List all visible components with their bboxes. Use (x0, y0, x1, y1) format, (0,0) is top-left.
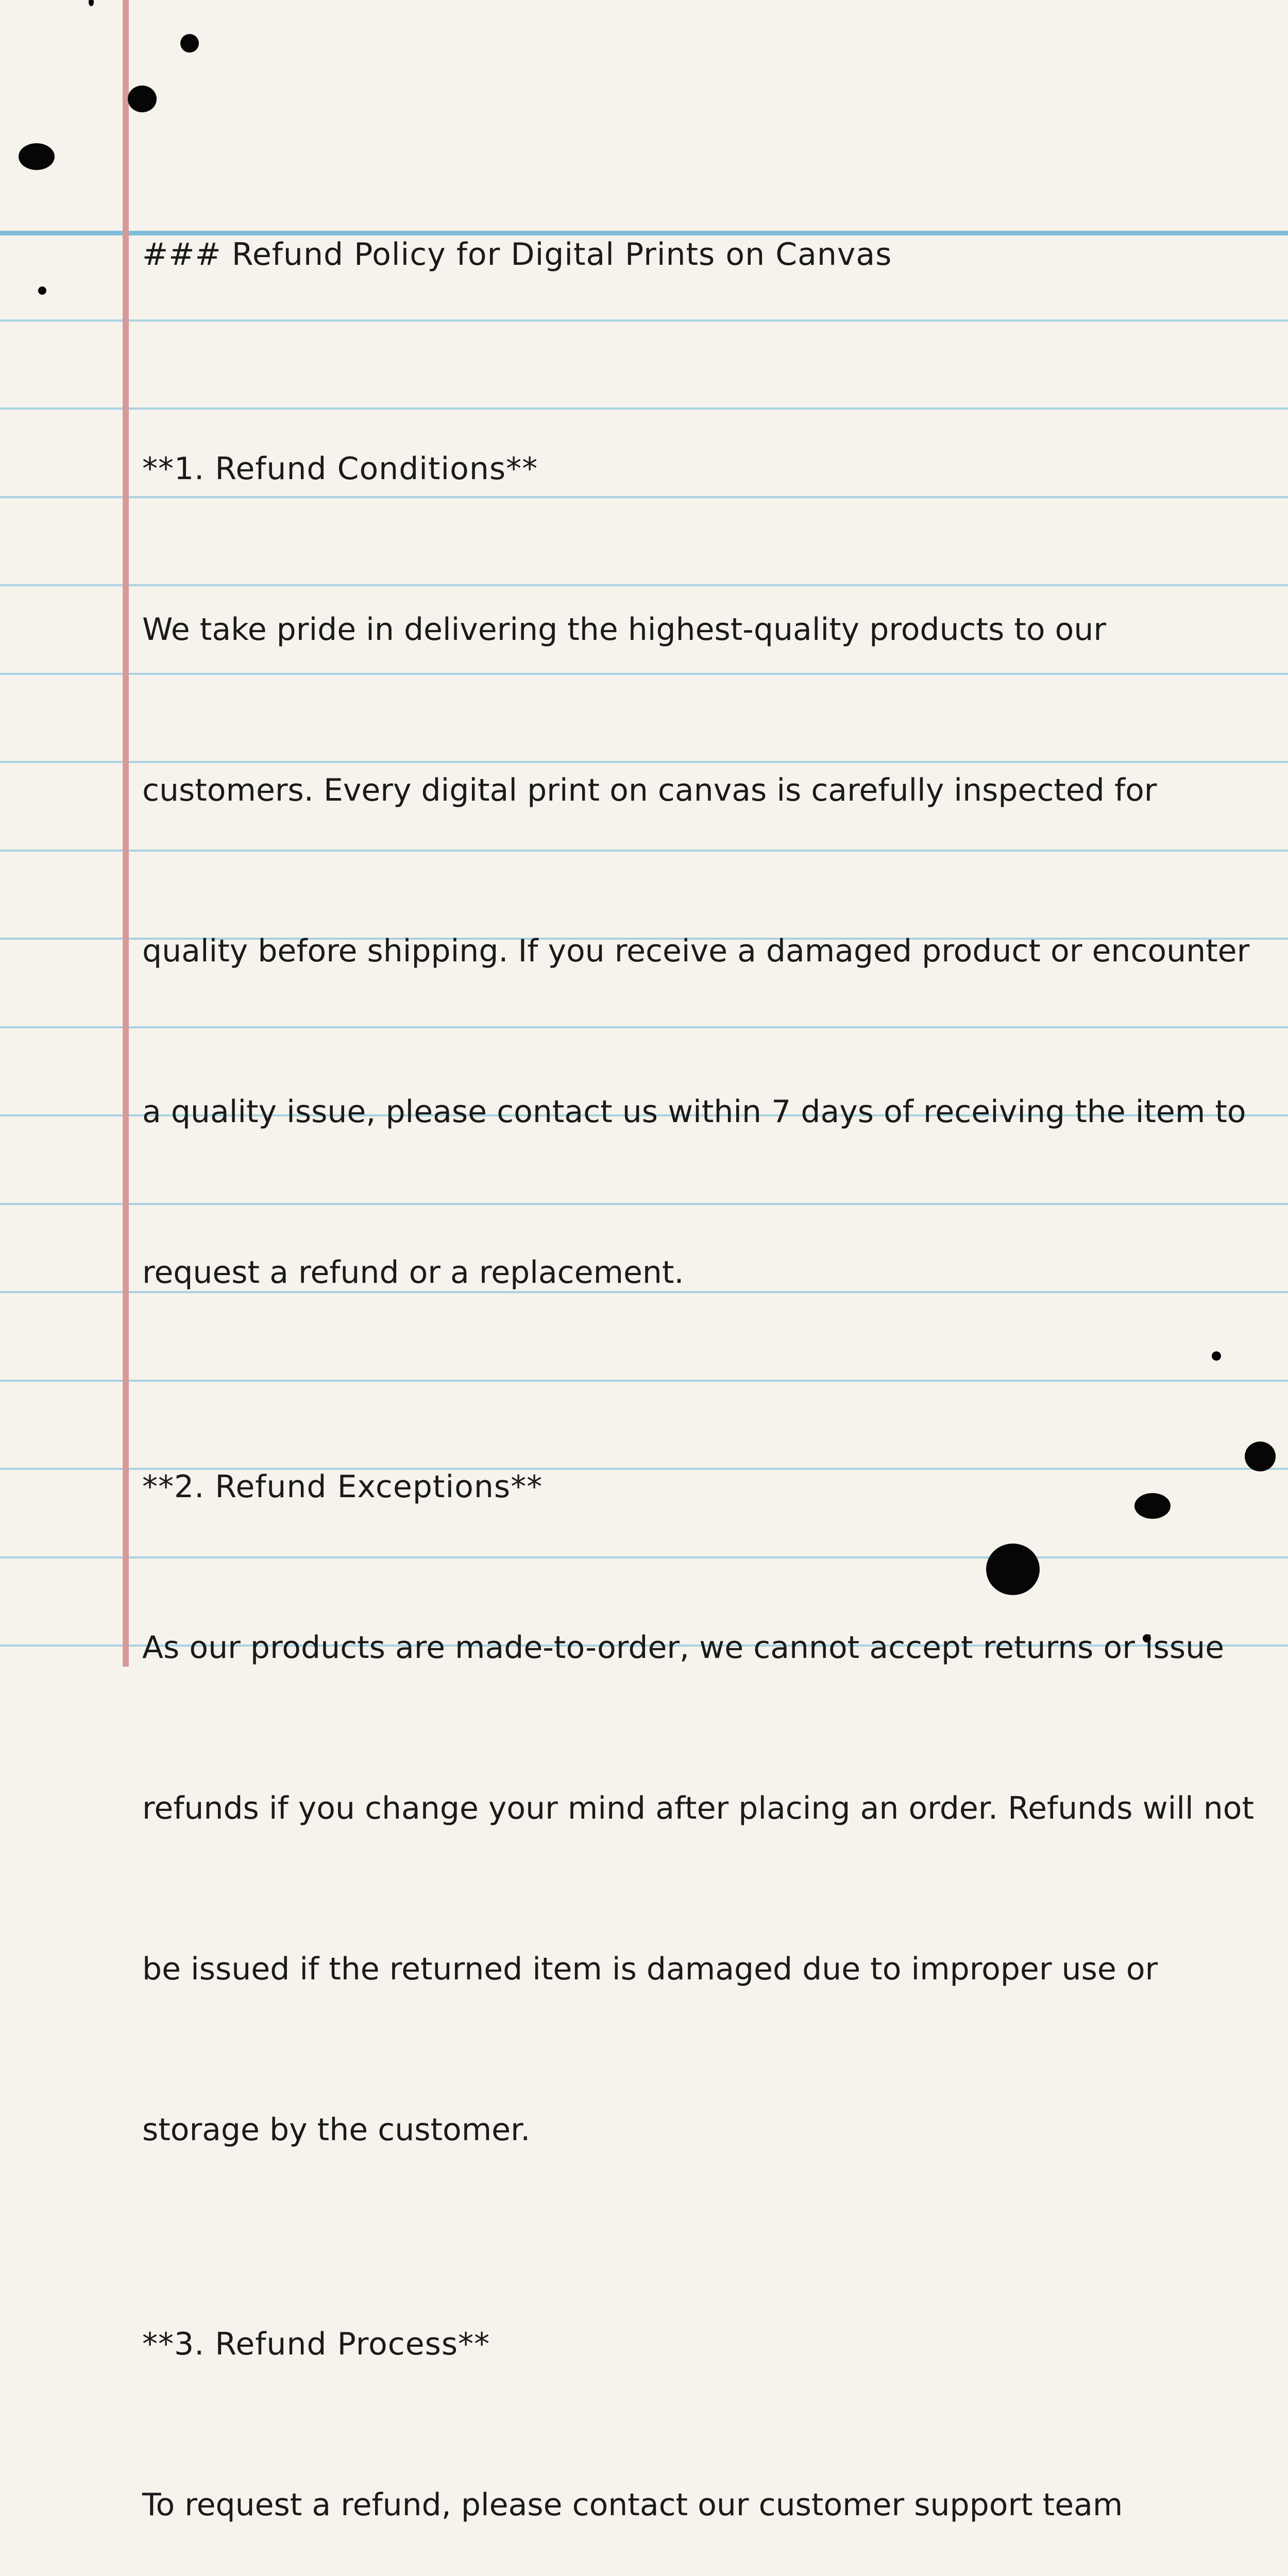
text-line: customers. Every digital print on canvas is carefully inspected for (142, 772, 1157, 808)
policy-text (142, 121, 1255, 2576)
text-line: As our products are made-to-order, we cannot accept returns or issue (142, 1630, 1225, 1666)
ink-splatter (19, 143, 55, 170)
ink-splatter (180, 34, 199, 53)
text-line: We take pride in delivering the highest-quality products to our (142, 612, 1107, 648)
section-heading: **2. Refund Exceptions** (142, 1469, 543, 1505)
margin-line (123, 0, 129, 1667)
text-line: quality before shipping. If you receive a damaged product or encounter (142, 933, 1250, 969)
page-title: ### Refund Policy for Digital Prints on Canvas (142, 236, 892, 273)
section-heading: **1. Refund Conditions** (142, 451, 538, 487)
text-line: be issued if the returned item is damaged due to improper use or (142, 1951, 1158, 1987)
text-line: a quality issue, please contact us within 7 days of receiving the item to (142, 1094, 1246, 1130)
text-line: storage by the customer. (142, 2112, 531, 2148)
section-heading: **3. Refund Process** (142, 2326, 490, 2362)
text-line: refunds if you change your mind after placing an order. Refunds will not (142, 1790, 1255, 1826)
ink-splatter (128, 86, 157, 112)
ink-splatter (38, 286, 46, 295)
text-line: To request a refund, please contact our customer support team (142, 2487, 1123, 2523)
text-line: request a refund or a replacement. (142, 1255, 684, 1291)
ink-splatter (89, 0, 94, 6)
